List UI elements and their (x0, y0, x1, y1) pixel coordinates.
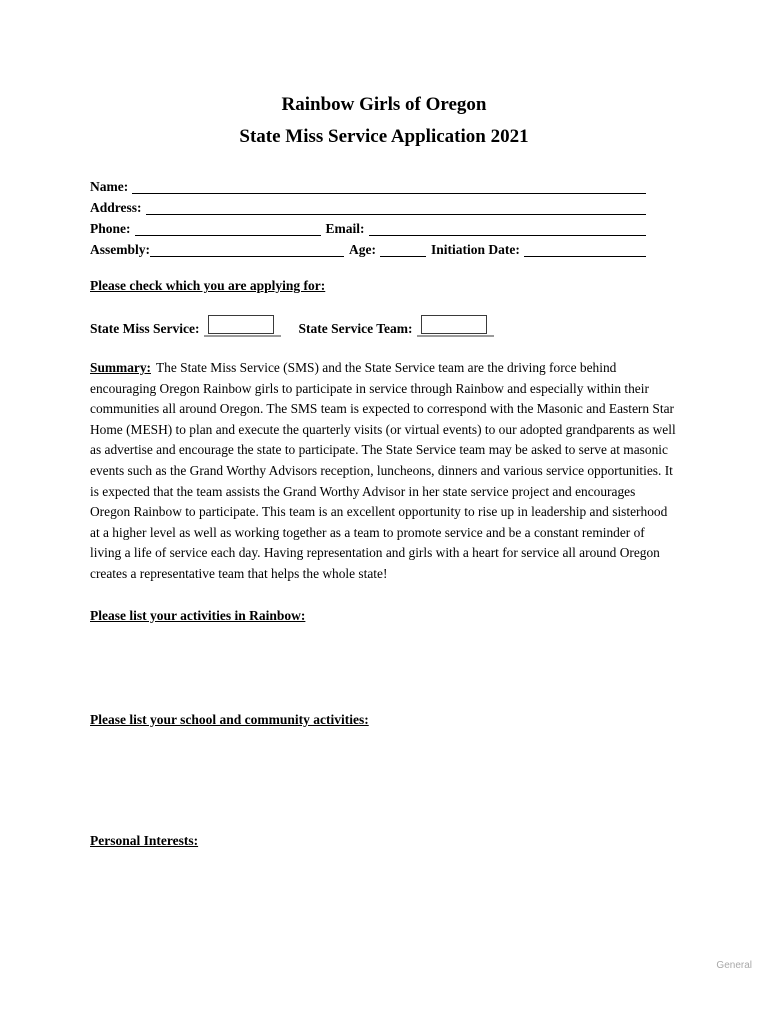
page-content (90, 0, 678, 849)
page-title-line2: State Miss Service Application 2021 (239, 126, 529, 147)
assembly-input-line[interactable] (150, 241, 344, 257)
address-label: Address: (90, 200, 142, 215)
email-label: Email: (325, 221, 365, 236)
age-input-line[interactable] (380, 241, 426, 257)
page-title (90, 89, 678, 153)
state-miss-service-checkbox[interactable] (208, 315, 274, 334)
phone-input-line[interactable] (135, 220, 321, 236)
apply-section-heading: Please check which you are applying for: (90, 278, 326, 293)
state-miss-service-box-underline (204, 315, 281, 337)
state-service-team-label: State Service Team: (298, 321, 413, 336)
name-label: Name: (90, 179, 129, 194)
age-label: Age: (349, 242, 376, 257)
apply-options-row (90, 311, 678, 337)
school-community-activities-heading: Please list your school and community activities: (90, 711, 369, 727)
assembly-age-initiation-row (90, 237, 646, 258)
assembly-label: Assembly: (90, 242, 150, 257)
activities-rainbow-heading: Please list your activities in Rainbow: (90, 607, 306, 623)
name-row (90, 174, 646, 195)
summary-paragraph (90, 358, 678, 585)
summary-text: The State Miss Service (SMS) and the State Service team are the driving force behind encouraging Oregon Rainbow girls to participate in service through Rainbow and especially within their communities all around Oregon. The SMS team is expected to correspond with the Masonic and Eastern Star Home (MESH) to plan and execute the quarterly visits (or virtual events) to our adopted grandparents as well as advertise and encourage the state to participate. The State Service team may be asked to serve at masonic events such as the Grand Worthy Advisors reception, luncheons, dinners and various service opportunities. It is expected that the team assists the Grand Worthy Advisor in her state service project and encourages Oregon Rainbow to participate. This team is an excellent opportunity to rise up in leadership and sisterhood at a higher level as well as working together as a team to promote service and be a constant reminder of living a life of service each day. Having representation and girls with a heart for service all around Oregon creates a representative team that helps the whole state! (90, 360, 676, 581)
address-input-line[interactable] (146, 199, 646, 215)
state-miss-service-label: State Miss Service: (90, 321, 200, 336)
state-service-team-checkbox[interactable] (421, 315, 487, 334)
page-title-line1: Rainbow Girls of Oregon (281, 94, 487, 115)
phone-email-row (90, 216, 646, 237)
initiation-date-input-line[interactable] (524, 241, 646, 257)
general-watermark: General (716, 960, 752, 971)
email-input-line[interactable] (369, 220, 647, 236)
summary-heading: Summary: (90, 360, 151, 375)
state-service-team-box-underline (417, 315, 494, 337)
initiation-date-label: Initiation Date: (431, 242, 520, 257)
address-row (90, 195, 646, 216)
phone-label: Phone: (90, 221, 131, 236)
applicant-fields (90, 174, 646, 258)
name-input-line[interactable] (132, 178, 646, 194)
personal-interests-heading: Personal Interests: (90, 832, 199, 848)
